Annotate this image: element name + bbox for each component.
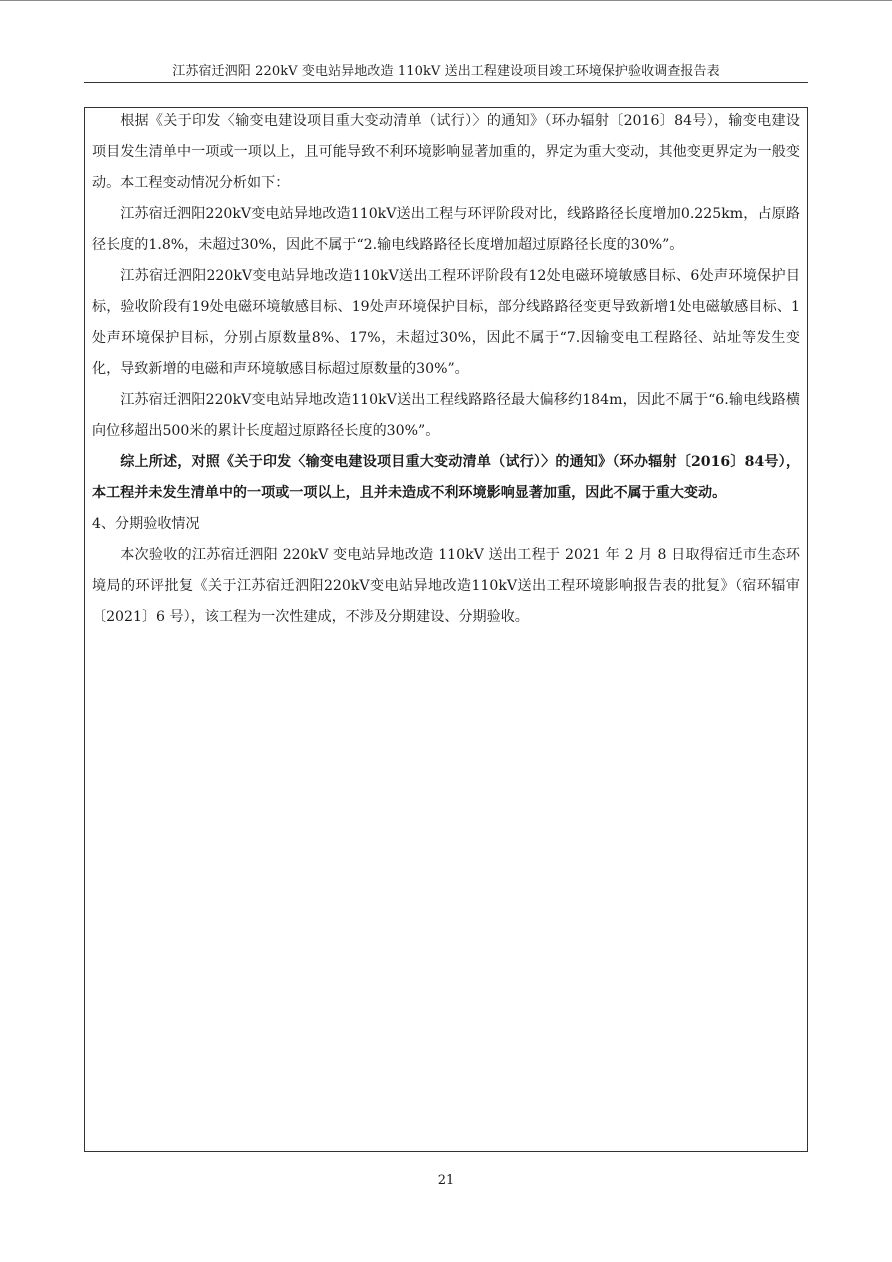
paragraph-route-offset: 江苏宿迁泗阳220kV变电站异地改造110kV送出工程线路路径最大偏移约184m，因此不属于“6.输电线路横向位移超出500米的累计长度超过原路径长度的30%”。 [92, 392, 800, 439]
section-heading-phased-acceptance: 4、分期验收情况 [92, 516, 200, 532]
content-table-cell [84, 107, 808, 1152]
report-header-title: 江苏宿迁泗阳 220kV 变电站异地改造 110kV 送出工程建设项目竣工环境保护验收调查报告表 [172, 64, 720, 79]
page-top-edge [0, 0, 892, 1]
paragraph-route-length-change: 江苏宿迁泗阳220kV变电站异地改造110kV送出工程与环评阶段对比，线路路径长度增加0.225km，占原路径长度的1.8%，未超过30%，因此不属于“2.输电线路路径长度增加超过原路径长度的30%”。 [92, 206, 800, 253]
paragraph-phased-acceptance: 本次验收的江苏宿迁泗阳 220kV 变电站异地改造 110kV 送出工程于 2021 年 2 月 8 日取得宿迁市生态环境局的环评批复《关于江苏宿迁泗阳220kV变电站异地改造110kV送出工程环境影响报告表的批复》（宿环辐审〔2021〕6 号），该工程为一次性建成，不涉及分期建设、分期验收。 [92, 547, 800, 625]
paragraph-sensitive-targets: 江苏宿迁泗阳220kV变电站异地改造110kV送出工程环评阶段有12处电磁环境敏感目标、6处声环境保护目标，验收阶段有19处电磁环境敏感目标、19处声环境保护目标，部分线路路径变更导致新增1处电磁敏感目标、1处声环境保护目标，分别占原数量8%、17%，未超过30%，因此不属于“7.因输变电工程路径、站址等发生变化，导致新增的电磁和声环境敏感目标超过原数量的30%”。 [92, 268, 800, 377]
paragraph-change-criteria: 根据《关于印发〈输变电建设项目重大变动清单（试行）〉的通知》（环办辐射〔2016〕84号），输变电建设项目发生清单中一项或一项以上，且可能导致不利环境影响显著加重的，界定为重大变动，其他变更界定为一般变动。本工程变动情况分析如下： [92, 113, 800, 191]
header-divider [84, 82, 808, 83]
page-number: 21 [437, 1173, 455, 1188]
paragraph-conclusion: 综上所述，对照《关于印发〈输变电建设项目重大变动清单（试行）〉的通知》（环办辐射〔2016〕84号），本工程并未发生清单中的一项或一项以上，且并未造成不利环境影响显著加重，因此不属于重大变动。 [92, 454, 800, 501]
